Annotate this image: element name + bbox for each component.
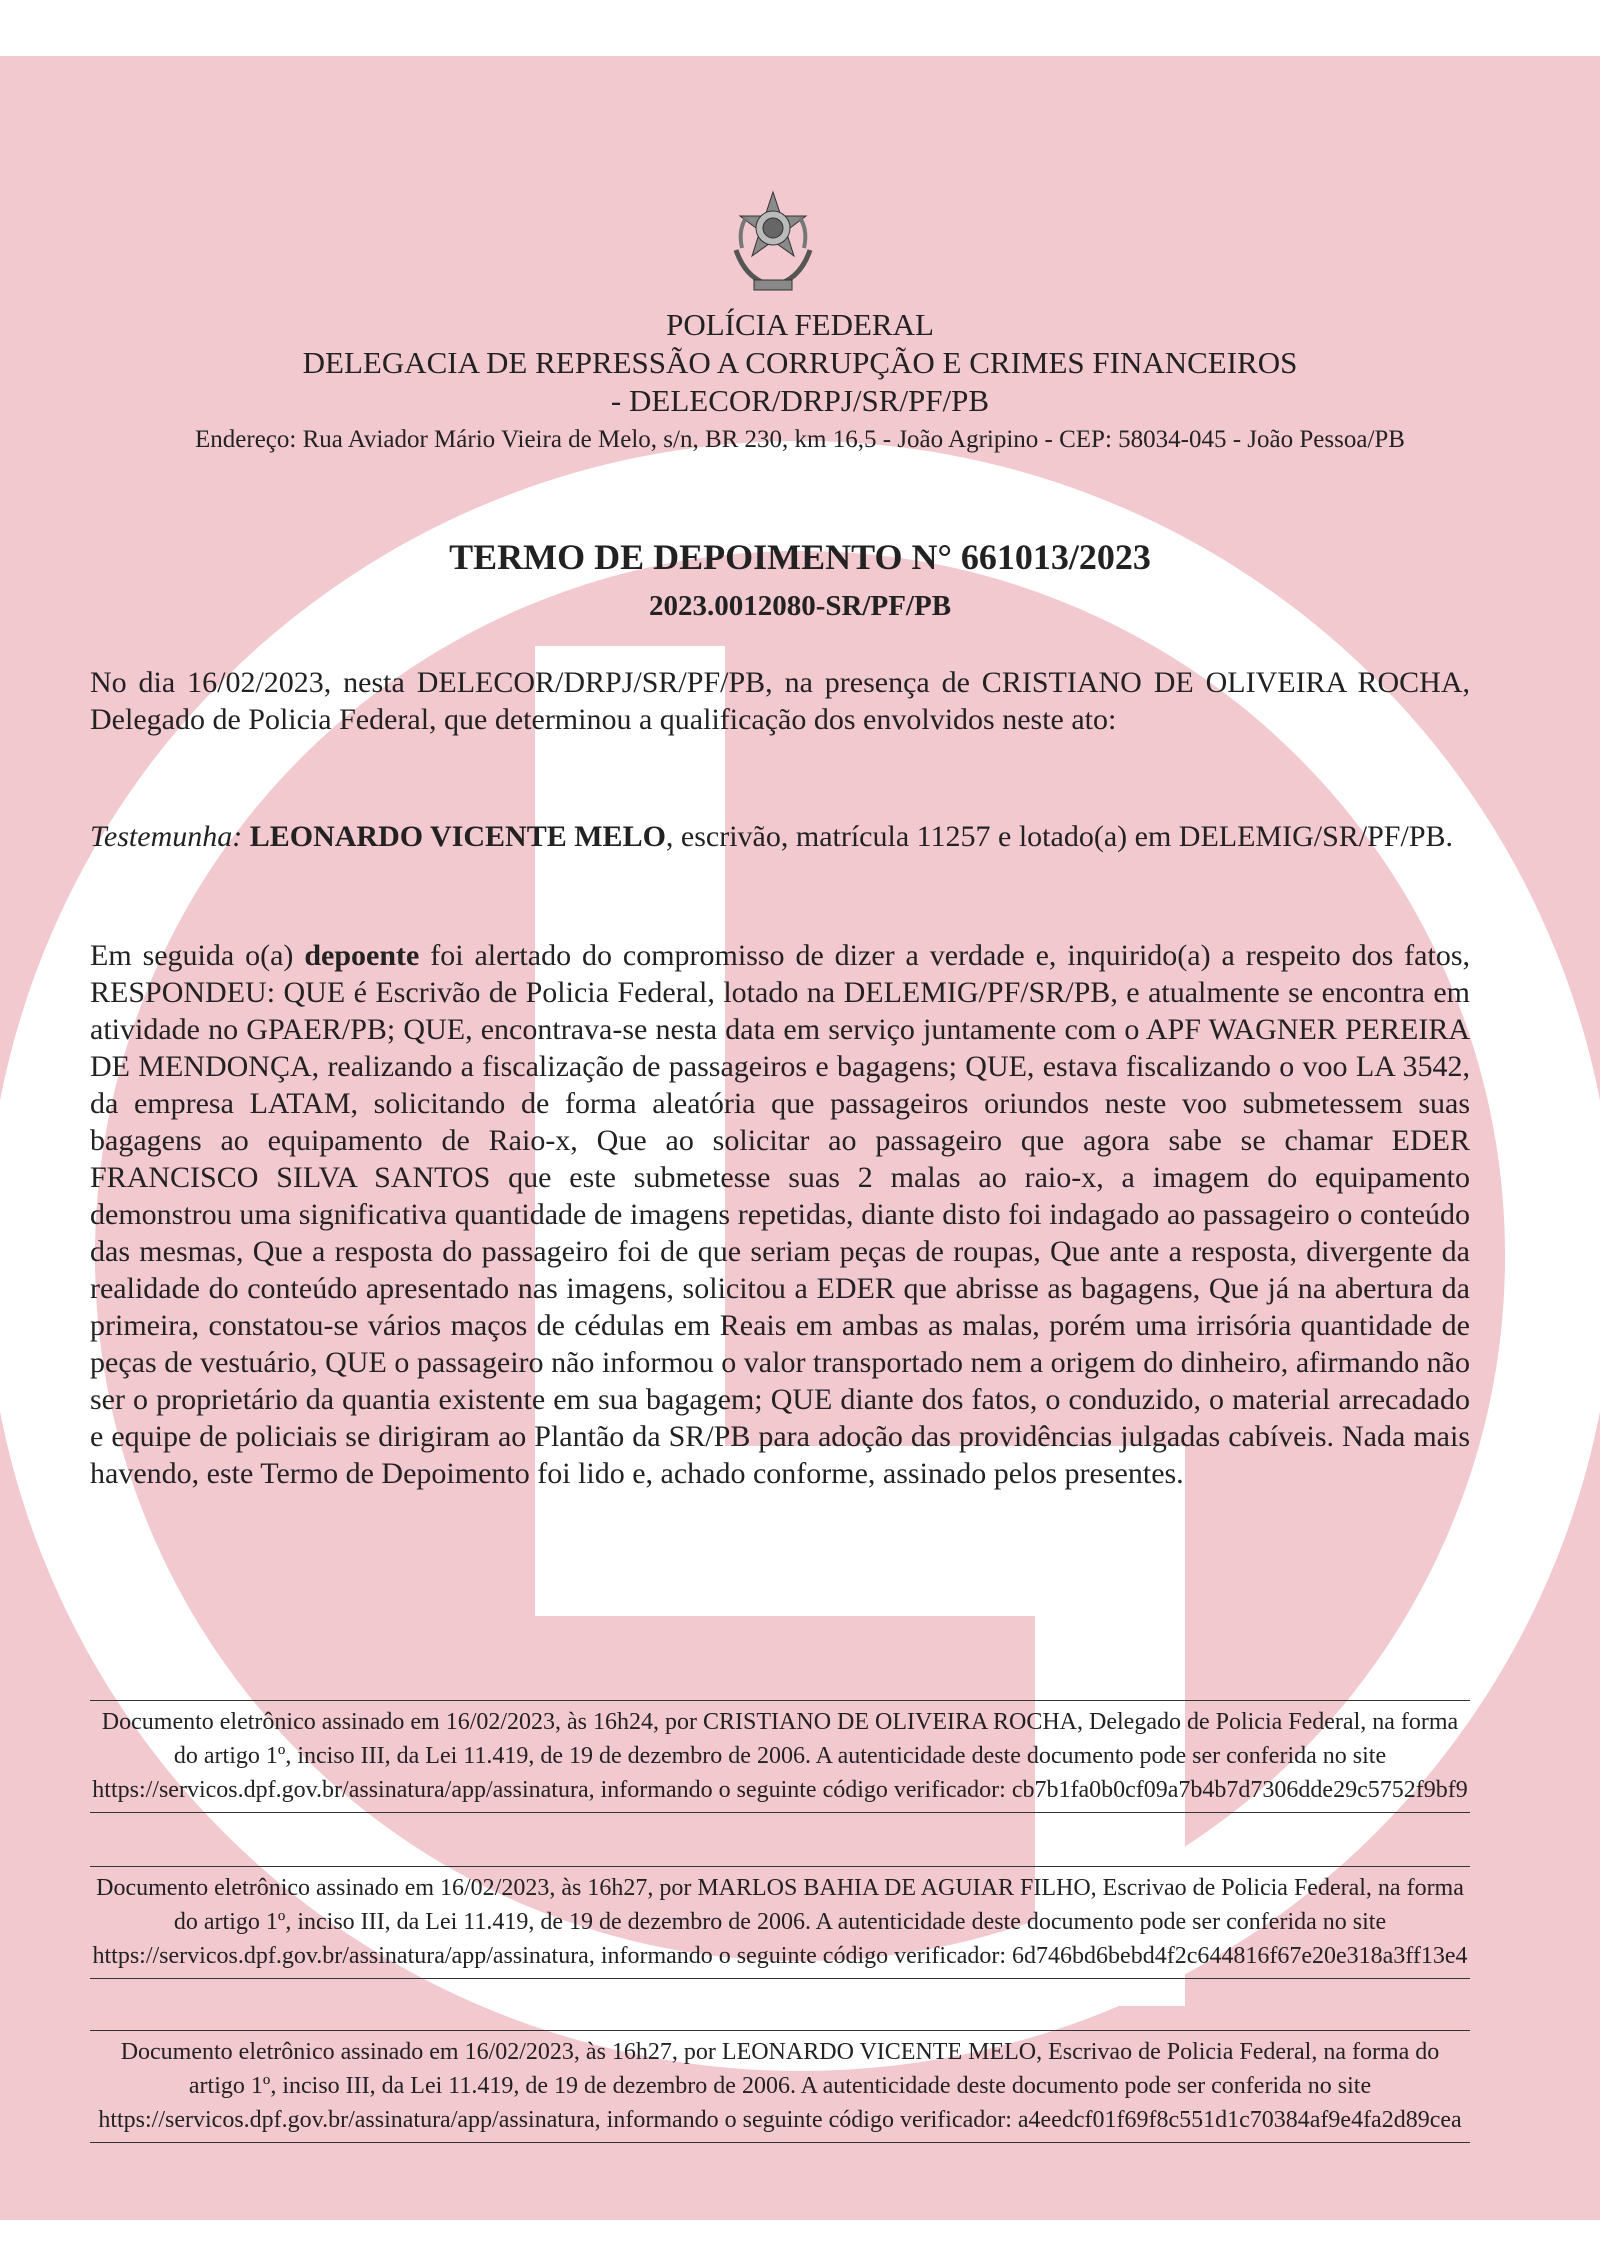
brazil-coat-of-arms-icon [726, 190, 820, 296]
witness-label: Testemunha: [90, 820, 243, 853]
address: Endereço: Rua Aviador Mário Vieira de Melo, s/n, BR 230, km 16,5 - João Agripino - CEP: 58034-045 - João Pessoa/PB [195, 426, 1405, 453]
testimony-paragraph [90, 937, 1470, 1492]
testimony-lead: Em seguida o(a) [90, 939, 294, 972]
witness-details: , escrivão, matrícula 11257 e lotado(a) em DELEMIG/SR/PF/PB. [665, 820, 1454, 853]
testimony-body: foi alertado do compromisso de dizer a verdade e, inquirido(a) a respeito dos fatos, RESPONDEU: QUE é Escrivão de Policia Federal, lotado na DELEMIG/PF/SR/PB, e atualmente se encontra em atividade no GPAER/PB; QUE, encontrava-se nesta data em serviço juntamente com o APF WAGNER PEREIRA DE MENDONÇA, realizando a fiscalização de passageiros e bagagens; QUE, estava fiscalizando o voo LA 3542, da empresa LATAM, solicitando de forma aleatória que passageiros oriundos neste voo submetessem suas bagagens ao equipamento de Raio-x, Que ao solicitar ao passageiro que agora sabe se chamar EDER FRANCISCO SILVA SANTOS que este submetesse suas 2 malas ao raio-x, a imagem do equipamento demonstrou uma significativa quantidade de imagens repetidas, diante disto foi indagado ao passageiro o conteúdo das mesmas, Que a resposta do passageiro foi de que seriam peças de roupas, Que ante a resposta, divergente da realidade do conteúdo apresentado nas imagens, solicitou a EDER que abrisse as bagagens, Que já na abertura da primeira, constatou-se vários maços de cédulas em Reais em ambas as malas, porém uma irrisória quantidade de peças de vestuário, QUE o passageiro não informou o valor transportado nem a origem do dinheiro, afirmando não ser o proprietário da quantia existente em sua bagagem; QUE diante dos fatos, o conduzido, o material arrecadado e equipe de policiais se dirigiram ao Plantão da SR/PB para adoção das providências julgadas cabíveis. Nada mais havendo, este Termo de Depoimento foi lido e, achado conforme, assinado pelos presentes. [90, 939, 1470, 1490]
signature-block [90, 1700, 1470, 1813]
intro-paragraph: No dia 16/02/2023, nesta DELECOR/DRPJ/SR/PF/PB, na presença de CRISTIANO DE OLIVEIRA ROCHA, Delegado de Policia Federal, que determinou a qualificação dos envolvidos neste ato: [90, 666, 1470, 736]
signature-text: Documento eletrônico assinado em 16/02/2023, às 16h24, por CRISTIANO DE OLIVEIRA ROCHA, Delegado de Policia Federal, na forma do artigo 1º, inciso III, da Lei 11.419, de 19 de dezembro de 2006. A autenticidade deste documento pode ser conferida no site https://servicos.dpf.gov.br/assinatura/app/assinatura, informando o seguinte código verificador: cb7b1fa0b0cf09a7b4b7d7306dde29c5752f9bf9 [92, 1709, 1468, 1803]
division-name: DELEGACIA DE REPRESSÃO A CORRUPÇÃO E CRIMES FINANCEIROS [302, 345, 1298, 380]
witness-name: LEONARDO VICENTE MELO [249, 820, 666, 853]
signature-text: Documento eletrônico assinado em 16/02/2023, às 16h27, por LEONARDO VICENTE MELO, Escrivao de Policia Federal, na forma do artigo 1º, inciso III, da Lei 11.419, de 19 de dezembro de 2006. A autenticidade deste documento pode ser conferida no site https://servicos.dpf.gov.br/assinatura/app/assinatura, informando o seguinte código verificador: a4eedcf01f69f8c551d1c70384af9e4fa2d89cea [98, 2039, 1462, 2133]
testimony-emphasis: depoente [304, 939, 420, 972]
process-number: 2023.0012080-SR/PF/PB [648, 590, 952, 622]
signature-block [90, 2030, 1470, 2143]
division-acronym: - DELECOR/DRPJ/SR/PF/PB [610, 383, 990, 418]
signature-block [90, 1866, 1470, 1979]
witness-paragraph [90, 818, 1470, 855]
document-title: TERMO DE DEPOIMENTO N° 661013/2023 [449, 537, 1151, 577]
signature-text: Documento eletrônico assinado em 16/02/2023, às 16h27, por MARLOS BAHIA DE AGUIAR FILHO, Escrivao de Policia Federal, na forma do artigo 1º, inciso III, da Lei 11.419, de 19 de dezembro de 2006. A autenticidade deste documento pode ser conferida no site https://servicos.dpf.gov.br/assinatura/app/assinatura, informando o seguinte código verificador: 6d746bd6bebd4f2c644816f67e20e318a3ff13e4 [92, 1875, 1468, 1969]
agency-name: POLÍCIA FEDERAL [666, 307, 934, 342]
